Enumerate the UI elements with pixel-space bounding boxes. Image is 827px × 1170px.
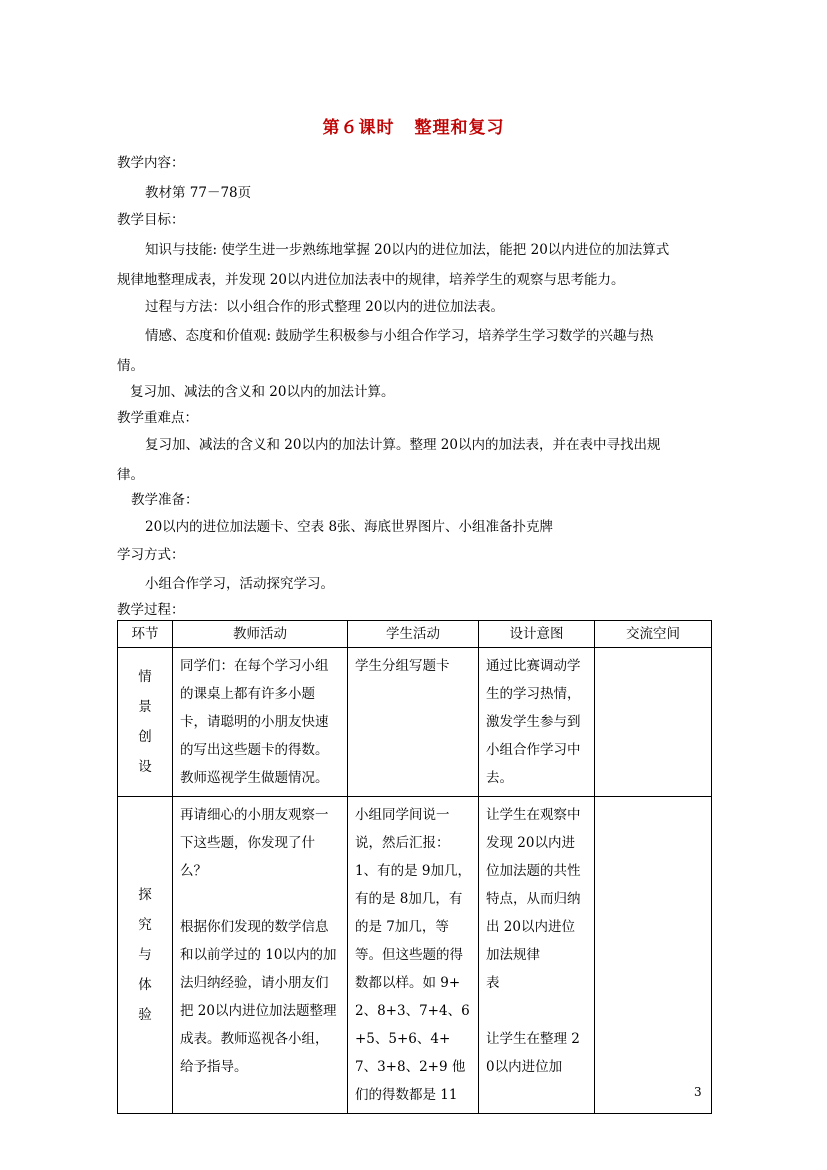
design-intent-cell: 通过比赛调动学生的学习热情，激发学生参与到小组合作学习中去。: [479, 648, 595, 797]
header-design: 设计意图: [479, 621, 595, 648]
objective-process: 过程与方法：以小组合作的形式整理 20以内的进位加法表。: [145, 299, 504, 315]
stage-label: 情景创设: [138, 669, 152, 775]
table-row: [118, 797, 712, 1114]
objective-emotion: 情感、态度和价值观: 鼓励学生积极参与小组合作学习，培养学生学习数学的兴趣与热情。: [117, 328, 654, 374]
header-stage: 环节: [118, 621, 173, 648]
teaching-process-table: [117, 620, 712, 1114]
stage-cell: [118, 797, 173, 1114]
method-heading: 学习方式：: [117, 547, 185, 563]
stage-cell: [118, 648, 173, 797]
review-line: 复习加、减法的含义和 20以内的加法计算。: [130, 384, 395, 400]
process-heading: 教学过程：: [117, 602, 185, 618]
method-text: 小组合作学习，活动探究学习。: [145, 576, 334, 592]
exchange-space-cell: [595, 648, 712, 797]
table-header-row: [118, 621, 712, 648]
content-text: 教材第 77－78页: [145, 185, 252, 201]
table-row: [118, 648, 712, 797]
keypoints-heading: 教学重难点：: [117, 410, 198, 426]
lesson-topic: 整理和复习: [414, 118, 505, 138]
prep-text: 20以内的进位加法题卡、空表 8张、海底世界图片、小组准备扑克牌: [145, 519, 554, 535]
student-activity-cell: 学生分组写题卡: [348, 648, 479, 797]
content-heading: 教学内容：: [117, 155, 185, 171]
lesson-number: 第６课时: [322, 118, 395, 138]
exchange-space-cell: [595, 797, 712, 1114]
header-student: 学生活动: [348, 621, 479, 648]
teacher-activity-cell: 同学们：在每个学习小组的课桌上都有许多小题卡，请聪明的小朋友快速的写出这些题卡的得数。教师巡视学生做题情况。: [173, 648, 348, 797]
keypoints-text: 复习加、减法的含义和 20以内的加法计算。整理 20以内的加法表，并在表中寻找出规律。: [117, 437, 661, 483]
objective-knowledge: 知识与技能: 使学生进一步熟练地掌握 20以内的进位加法，能把 20以内进位的加法算式规律地整理成表，并发现 20以内进位加法表中的规律，培养学生的观察与思考能力。: [117, 242, 670, 288]
teacher-activity-cell: 再请细心的小朋友观察一下这些题，你发现了什么？ 根据你们发现的数学信息和以前学过的 10以内的加法归纳经验，请小朋友们把 20以内进位加法题整理成表。教师巡视各小组，给予指导。: [173, 797, 348, 1114]
page-number: 3: [694, 1085, 702, 1099]
student-activity-cell: 小组同学间说一说，然后汇报：1、有的是 9加几，有的是 8加几，有的是 7加几，等等。但这些题的得数都以样。如 9+2、8+3、7+4、6+5、5+6、4+7、3+8、2+9 他们的得数都是 11: [348, 797, 479, 1114]
header-teacher: 教师活动: [173, 621, 348, 648]
objectives-heading: 教学目标：: [117, 212, 185, 228]
prep-heading: 教学准备：: [131, 492, 199, 508]
design-intent-cell: 让学生在观察中发现 20以内进位加法题的共性特点，从而归纳出 20以内进位加法规律 表 让学生在整理 20以内进位加: [479, 797, 595, 1114]
page-title: [0, 113, 827, 138]
header-space: 交流空间: [595, 621, 712, 648]
stage-label: 探究与体验: [138, 887, 152, 1023]
